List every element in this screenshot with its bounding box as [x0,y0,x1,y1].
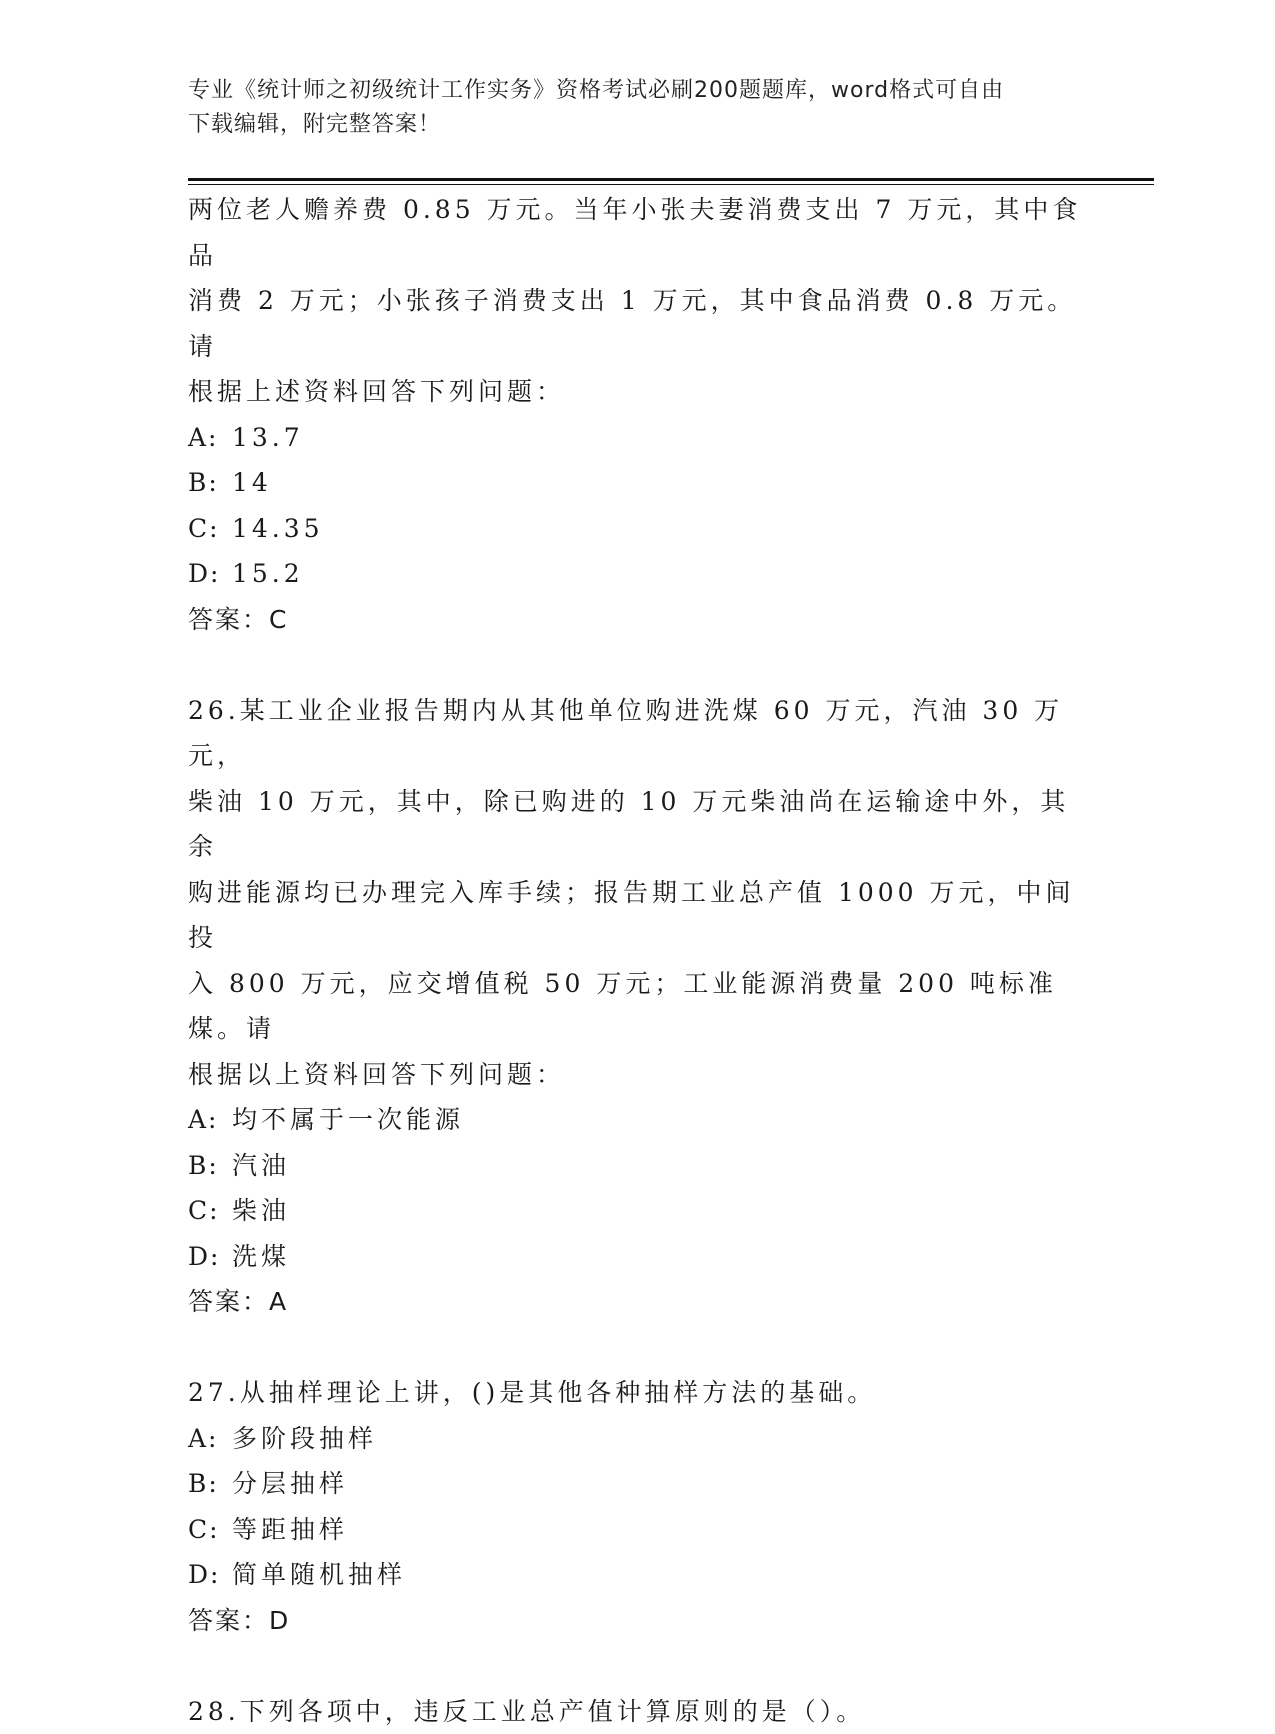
option-a: A: 多阶段抽样 [188,1416,1088,1462]
answer-line: 答案：A [188,1279,1088,1325]
option-c: C: 柴油 [188,1188,1088,1234]
question-block [188,1370,1088,1643]
option-a: A: 均不属于一次能源 [188,1097,1088,1143]
header-line-1: 专业《统计师之初级统计工作实务》资格考试必刷200题题库，word格式可自由 [188,74,1068,108]
question-list [188,187,1088,1734]
option-b: B: 分层抽样 [188,1461,1088,1507]
answer-line: 答案：D [188,1598,1088,1644]
option-b: B: 汽油 [188,1143,1088,1189]
question-text-line: 入 800 万元，应交增值税 50 万元；工业能源消费量 200 吨标准煤。请 [188,961,1088,1052]
header-divider-thin [188,184,1154,185]
question-text-line: 根据以上资料回答下列问题： [188,1052,1088,1098]
question-text-line: 柴油 10 万元，其中，除已购进的 10 万元柴油尚在运输途中外，其余 [188,779,1088,870]
option-c: C: 14.35 [188,506,1088,552]
header-divider-thick [188,178,1154,181]
question-text-line: 28.下列各项中，违反工业总产值计算原则的是（）。 [188,1689,1088,1734]
option-d: D: 洗煤 [188,1234,1088,1280]
question-text-line: 两位老人赡养费 0.85 万元。当年小张夫妻消费支出 7 万元，其中食品 [188,187,1088,278]
question-block [188,187,1088,642]
spacer [188,642,1088,688]
question-text-line: 27.从抽样理论上讲，()是其他各种抽样方法的基础。 [188,1370,1088,1416]
option-d: D: 简单随机抽样 [188,1552,1088,1598]
header-line-2: 下载编辑，附完整答案！ [188,108,1068,142]
question-text-line: 购进能源均已办理完入库手续；报告期工业总产值 1000 万元，中间投 [188,870,1088,961]
question-block [188,688,1088,1325]
option-a: A: 13.7 [188,415,1088,461]
document-header [188,74,1068,142]
question-text-line: 26.某工业企业报告期内从其他单位购进洗煤 60 万元，汽油 30 万元， [188,688,1088,779]
question-text-line: 消费 2 万元；小张孩子消费支出 1 万元，其中食品消费 0.8 万元。请 [188,278,1088,369]
question-block [188,1689,1088,1734]
option-d: D: 15.2 [188,551,1088,597]
answer-line: 答案：C [188,597,1088,643]
spacer [188,1325,1088,1371]
option-b: B: 14 [188,460,1088,506]
question-text-line: 根据上述资料回答下列问题： [188,369,1088,415]
option-c: C: 等距抽样 [188,1507,1088,1553]
